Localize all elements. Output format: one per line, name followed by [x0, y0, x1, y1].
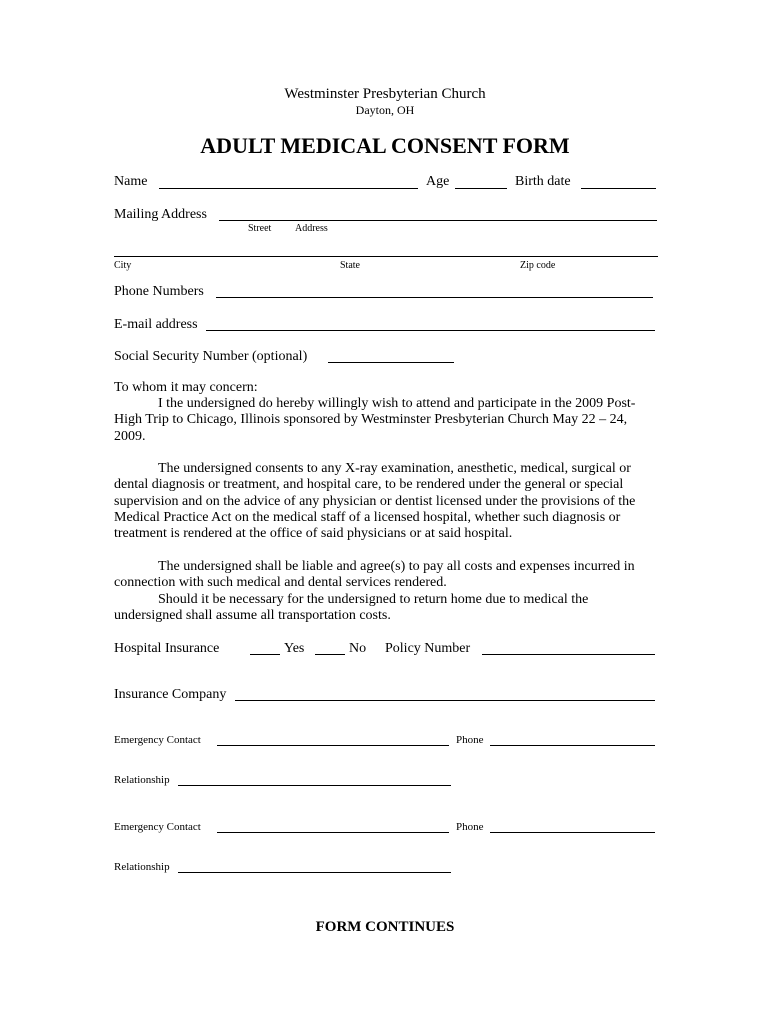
relationship-1-label: Relationship — [114, 774, 170, 786]
organization-name: Westminster Presbyterian Church — [284, 86, 486, 102]
form-title: ADULT MEDICAL CONSENT FORM — [200, 133, 570, 158]
phone-numbers-field[interactable] — [216, 297, 653, 298]
salutation: To whom it may concern: — [114, 380, 258, 395]
emergency-contact-1-label: Emergency Contact — [114, 734, 201, 746]
policy-number-label: Policy Number — [385, 641, 471, 656]
insurance-no-blank[interactable] — [315, 654, 345, 655]
city-state-zip-field[interactable] — [114, 256, 658, 257]
emergency-phone-1-field[interactable] — [490, 745, 655, 746]
insurance-yes-blank[interactable] — [250, 654, 280, 655]
insurance-company-field[interactable] — [235, 700, 655, 701]
organization-location: Dayton, OH — [355, 103, 415, 117]
city-caption: City — [114, 260, 132, 271]
form-continues-note: FORM CONTINUES — [315, 919, 455, 935]
insurance-no-label: No — [349, 641, 367, 656]
relationship-2-field[interactable] — [178, 872, 451, 873]
street-caption: Street — [248, 223, 272, 234]
birth-date-label: Birth date — [515, 174, 571, 189]
address-caption: Address — [295, 223, 328, 234]
age-field[interactable] — [455, 188, 507, 189]
emergency-contact-2-label: Emergency Contact — [114, 821, 201, 833]
emergency-contact-2-field[interactable] — [217, 832, 449, 833]
mailing-address-field[interactable] — [219, 220, 657, 221]
relationship-1-field[interactable] — [178, 785, 451, 786]
emergency-phone-2-field[interactable] — [490, 832, 655, 833]
consent-paragraph-4: Should it be necessary for the undersigned to return home due to medical the undersigned shall assume all transportation costs. — [114, 592, 589, 624]
ssn-field[interactable] — [328, 362, 454, 363]
hospital-insurance-label: Hospital Insurance — [114, 641, 220, 656]
email-field[interactable] — [206, 330, 655, 331]
name-label: Name — [114, 174, 148, 189]
zip-caption: Zip code — [520, 260, 556, 271]
consent-paragraph-1: I the undersigned do hereby willingly wish to attend and participate in the 2009 Post-High Trip to Chicago, Illinois sponsored by Westminster Presbyterian Church May 22 – 24, 2009. — [114, 396, 636, 444]
relationship-2-label: Relationship — [114, 861, 170, 873]
name-field[interactable] — [159, 188, 418, 189]
emergency-contact-1-field[interactable] — [217, 745, 449, 746]
phone-numbers-label: Phone Numbers — [114, 284, 204, 299]
mailing-address-label: Mailing Address — [114, 207, 207, 222]
emergency-phone-2-label: Phone — [456, 821, 484, 833]
state-caption: State — [340, 260, 360, 271]
email-label: E-mail address — [114, 317, 198, 332]
ssn-label: Social Security Number (optional) — [114, 349, 308, 364]
consent-paragraph-2: The undersigned consents to any X-ray examination, anesthetic, medical, surgical or dental diagnosis or treatment, and hospital care, to be rendered under the general or special supervision and on the advice of any physician or dentist licensed under the provisions of the Medical Practice Act on the medical staff of a licensed hospital, whether such diagnosis or treatment is rendered at the office of said physicians or at said hospital. — [114, 461, 636, 542]
emergency-phone-1-label: Phone — [456, 734, 484, 746]
policy-number-field[interactable] — [482, 654, 655, 655]
insurance-yes-label: Yes — [284, 641, 305, 656]
age-label: Age — [426, 174, 450, 189]
consent-paragraph-3: The undersigned shall be liable and agree(s) to pay all costs and expenses incurred in connection with such medical and dental services rendered. — [114, 559, 635, 591]
birth-date-field[interactable] — [581, 188, 656, 189]
insurance-company-label: Insurance Company — [114, 687, 227, 702]
